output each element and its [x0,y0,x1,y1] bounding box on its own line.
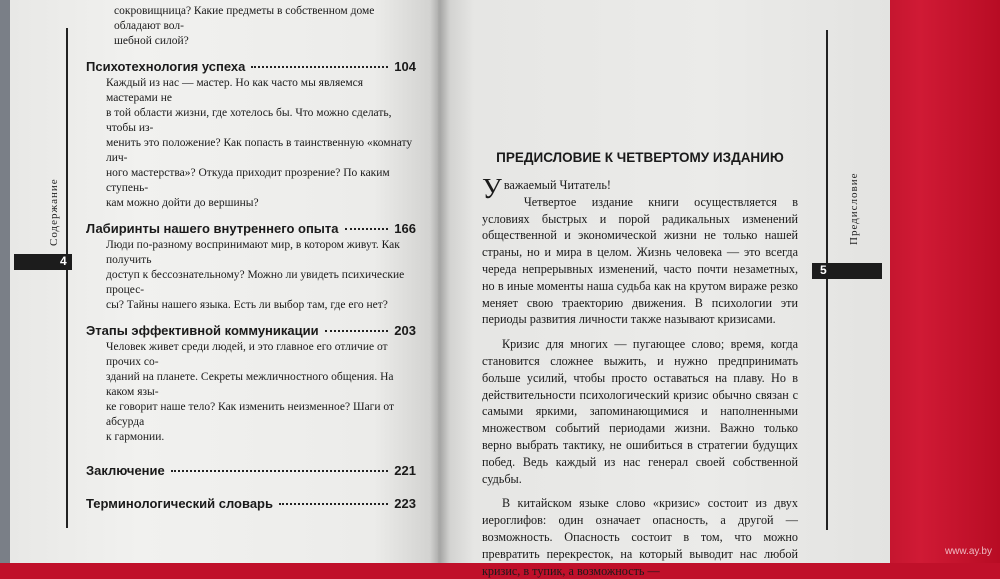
toc-desc-line: ного мастерства»? Откуда приходит прозрение? По каким ступень- [106,167,390,194]
body-paragraph: Кризис для многих — пугающее слово; время, когда становится сложнее выжить, и нужно предпринимать больше усилий, чтобы просто оставаться на плаву. Но в действительности психологический кризис обычно связан с самыми яркими, запоминающимися и наполненными множеством событий периодами жизни. Важно только верно выбрать тактику, не ошибиться в стратегии будущих побед. Ведь каждый из нас генерал своей собственной судьбы. [482,337,798,486]
body-paragraph: В китайском языке слово «кризис» состоит из двух иероглифов: один означает опасность, а другой — возможность. Опасность состоит в том, что можно превратить перекресток, на который выводит нас любой кризис, в тупик, а возможность — [482,496,798,578]
table-of-contents [86,4,416,513]
toc-desc-line: в той области жизни, где хотелось бы. Что можно сделать, чтобы из- [106,107,392,134]
left-side-label: Содержание [48,178,60,246]
toc-entry [86,221,416,236]
drop-cap: У [482,174,502,205]
book-gutter [430,0,450,563]
toc-entry [86,463,416,478]
toc-entry-title: Терминологический словарь [86,496,273,511]
toc-entry [86,59,416,74]
right-page-tab [812,263,882,279]
body-paragraph: Четвертое издание книги осуществляется в условиях быстрых и порой радикальных изменений общественной и экономической жизни не только нашей страны, но и мира в целом. Жизнь человека — это всегда череда непрерывных изменений, часто почти незаметных, но в иные моменты наша судьба как на крутом вираже резко меняет свою траекторию движения. В психологии эти периоды развития личности также называют кризисами. [482,194,798,327]
toc-entry [86,496,416,511]
toc-desc-line: кам можно дойти до вершины? [106,197,259,209]
right-margin-rule [826,30,828,530]
watermark: www.ay.by [944,546,992,557]
toc-desc-line: к гармонии. [106,431,165,443]
toc-desc-line: Каждый из нас — мастер. Но как часто мы являемся мастерами не [106,77,364,104]
toc-desc-line: ке говорит наше тело? Как изменить неизменное? Шаги от абсурда [106,401,395,428]
toc-desc-line: Человек живет среди людей, и это главное его отличие от прочих со- [106,341,388,368]
salutation [482,174,798,205]
toc-desc-line: Люди по-разному воспринимают мир, в котором живут. Как получить [106,239,400,266]
preface-content [482,150,798,579]
left-page-tab [14,254,72,270]
salutation-text: важаемый Читатель! [503,178,611,192]
toc-leader-dots [251,66,388,68]
toc-entry-page: 104 [394,59,416,74]
toc-entry-title: Психотехнология успеха [86,59,246,74]
toc-entry-title: Лабиринты нашего внутреннего опыта [86,221,339,236]
toc-leader-dots [345,228,389,230]
toc-desc-line: сы? Тайны нашего языка. Есть ли выбор там, где его нет? [106,299,388,311]
toc-desc-line: менить это положение? Как попасть в таинственную «комнату лич- [106,137,413,164]
right-side-label: Предисловие [848,172,860,245]
toc-entry-title: Этапы эффективной коммуникации [86,323,319,338]
toc-leader-dots [279,503,388,505]
toc-entry-page: 166 [394,221,416,236]
toc-entry-page: 221 [394,463,416,478]
toc-entry [86,323,416,338]
toc-leader-dots [325,330,389,332]
right-page-number: 5 [820,263,827,277]
toc-entry-title: Заключение [86,463,165,478]
toc-intro-line: шебной силой? [114,35,189,47]
preface-heading: ПРЕДИСЛОВИЕ К ЧЕТВЕРТОМУ ИЗДАНИЮ [496,150,784,165]
toc-desc-line: доступ к бессознательному? Можно ли увидеть психические процес- [106,269,405,296]
toc-entry-page: 203 [394,323,416,338]
left-margin-rule [66,28,68,528]
toc-desc-line: зданий на планете. Секреты межличностного общения. На каком язы- [106,371,394,398]
toc-entry-page: 223 [394,496,416,511]
left-page-number: 4 [60,254,67,268]
toc-intro-line: сокровищница? Какие предметы в собственном доме обладают вол- [114,5,375,32]
toc-leader-dots [171,470,389,472]
